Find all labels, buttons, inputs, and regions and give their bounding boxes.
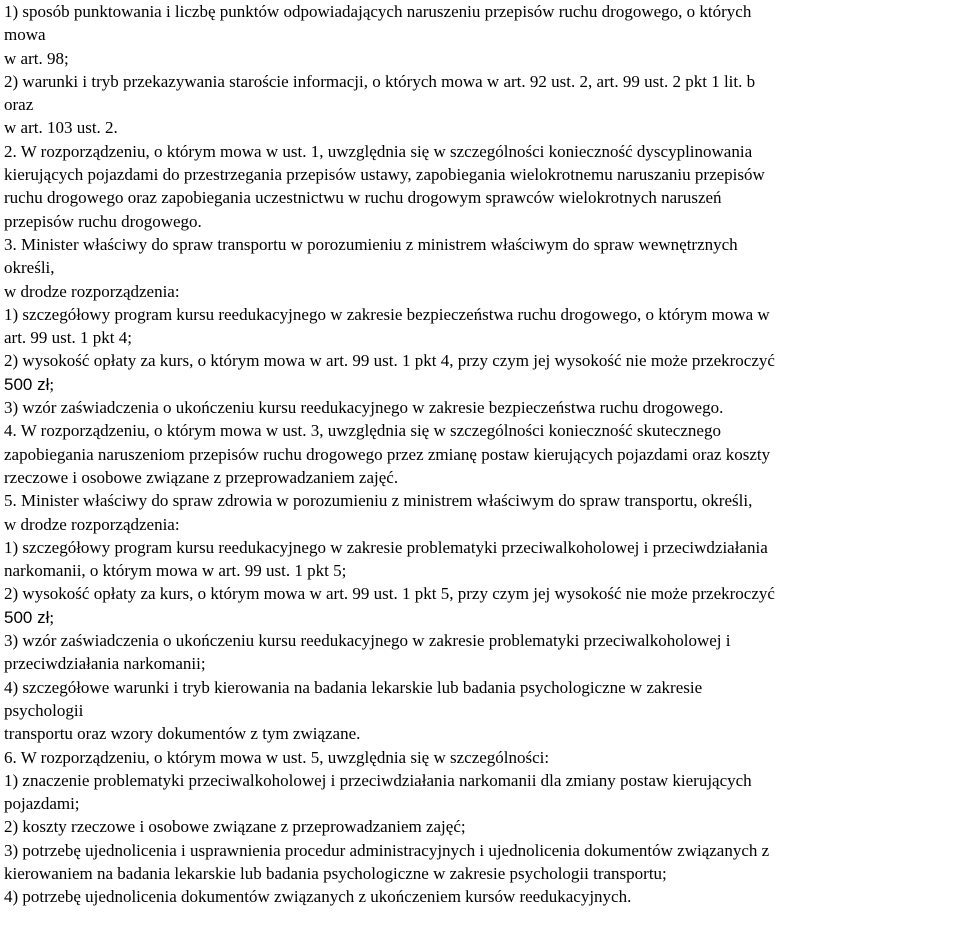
text-line: 1) znaczenie problematyki przeciwalkoholowej i przeciwdziałania narkomanii dla zmiany postaw kierujących (4, 770, 752, 790)
text-line: w art. 98; (4, 48, 69, 68)
text-line: kierujących pojazdami do przestrzegania przepisów ustawy, zapobiegania wielokrotnemu naruszaniu przepisów (4, 165, 765, 185)
text-line: 2) wysokość opłaty za kurs, o którym mowa w art. 99 ust. 1 pkt 5, przy czym jej wysokość nie może przekroczyć (4, 584, 775, 604)
text-line: 3. Minister właściwy do spraw transportu w porozumieniu z ministrem właściwym do spraw wewnętrznych (4, 234, 738, 254)
text-line: mowa (4, 25, 46, 45)
text-line: 3) wzór zaświadczenia o ukończeniu kursu reedukacyjnego w zakresie problematyki przeciwalkoholowej i (4, 631, 731, 651)
text-line: 4) potrzebę ujednolicenia dokumentów związanych z ukończeniem kursów reedukacyjnych. (4, 887, 632, 907)
text-line: 4) szczegółowe warunki i tryb kierowania na badania lekarskie lub badania psychologiczne w zakresie (4, 677, 703, 697)
amount-value: 500 zł (4, 374, 50, 394)
amount-line (4, 606, 958, 629)
text-line: pojazdami; (4, 794, 80, 814)
text-line: 3) wzór zaświadczenia o ukończeniu kursu reedukacyjnego w zakresie bezpieczeństwa ruchu drogowego. (4, 398, 724, 418)
text-line: zapobiegania naruszeniom przepisów ruchu drogowego przez zmianę postaw kierujących pojazdami oraz koszty (4, 444, 771, 464)
amount-suffix: ; (49, 607, 55, 627)
text-line: oraz (4, 95, 34, 115)
document-body (4, 0, 958, 909)
text-line: psychologii (4, 700, 84, 720)
text-line: ruchu drogowego oraz zapobiegania uczestnictwu w ruchu drogowym sprawców wielokrotnych naruszeń (4, 188, 722, 208)
text-line: rzeczowe i osobowe związane z przeprowadzaniem zajęć. (4, 467, 399, 487)
text-line: 2) wysokość opłaty za kurs, o którym mowa w art. 99 ust. 1 pkt 4, przy czym jej wysokość nie może przekroczyć (4, 351, 775, 371)
text-line: 2) koszty rzeczowe i osobowe związane z przeprowadzaniem zajęć; (4, 817, 466, 837)
text-line: transportu oraz wzory dokumentów z tym związane. (4, 724, 361, 744)
text-line: art. 99 ust. 1 pkt 4; (4, 328, 132, 348)
text-line: 2. W rozporządzeniu, o którym mowa w ust. 1, uwzględnia się w szczególności konieczność dyscyplinowania (4, 141, 753, 161)
amount-value: 500 zł (4, 607, 50, 627)
text-line: 5. Minister właściwy do spraw zdrowia w porozumieniu z ministrem właściwym do spraw transportu, określi, (4, 491, 753, 511)
text-line: 1) szczegółowy program kursu reedukacyjnego w zakresie problematyki przeciwalkoholowej i przeciwdziałania (4, 537, 768, 557)
text-line: 2) warunki i tryb przekazywania staroście informacji, o których mowa w art. 92 ust. 2, art. 99 ust. 2 pkt 1 lit. b (4, 71, 756, 91)
text-line: 1) sposób punktowania i liczbę punktów odpowiadających naruszeniu przepisów ruchu drogowego, o których (4, 2, 752, 21)
text-line: określi, (4, 258, 55, 278)
text-line: przepisów ruchu drogowego. (4, 211, 202, 231)
text-line: kierowaniem na badania lekarskie lub badania psychologiczne w zakresie psychologii transportu; (4, 863, 667, 883)
text-line: 3) potrzebę ujednolicenia i usprawnienia procedur administracyjnych i ujednolicenia dokumentów związanych z (4, 840, 770, 860)
amount-suffix: ; (49, 374, 55, 394)
text-line: 1) szczegółowy program kursu reedukacyjnego w zakresie bezpieczeństwa ruchu drogowego, o którym mowa w (4, 304, 770, 324)
text-line: w drodze rozporządzenia: (4, 514, 180, 534)
amount-line (4, 373, 958, 396)
text-line: w art. 103 ust. 2. (4, 118, 118, 138)
text-line: narkomanii, o którym mowa w art. 99 ust. 1 pkt 5; (4, 561, 347, 581)
text-line: w drodze rozporządzenia: (4, 281, 180, 301)
text-line: 4. W rozporządzeniu, o którym mowa w ust. 3, uwzględnia się w szczególności konieczność skutecznego (4, 421, 721, 441)
text-line: 6. W rozporządzeniu, o którym mowa w ust. 5, uwzględnia się w szczególności: (4, 747, 550, 767)
text-line: przeciwdziałania narkomanii; (4, 654, 206, 674)
